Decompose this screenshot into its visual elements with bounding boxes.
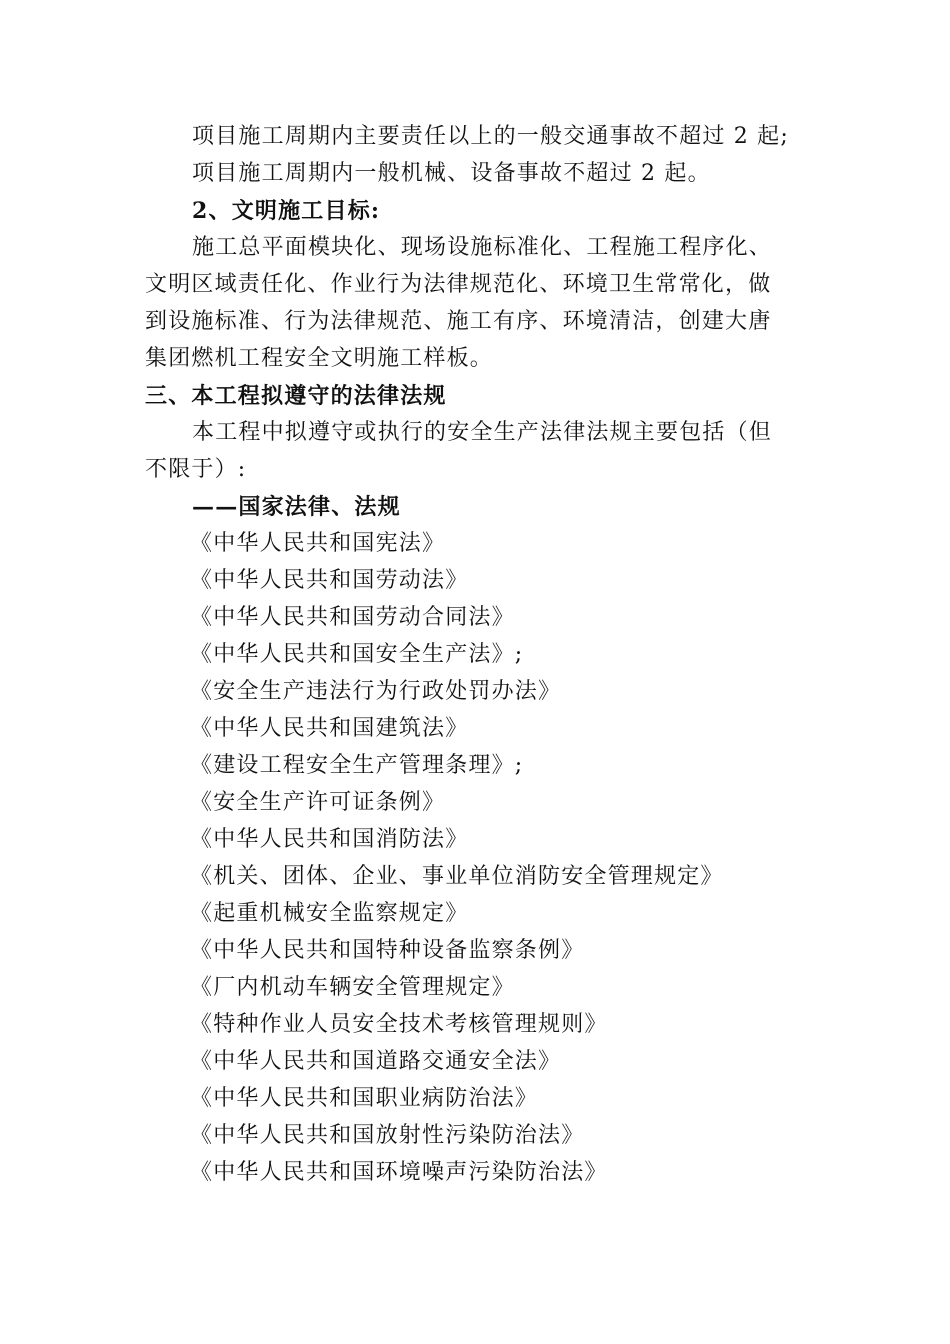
section-heading-laws: 三、本工程拟遵守的法律法规 <box>145 383 447 409</box>
paragraph-line: 本工程中拟遵守或执行的安全生产法律法规主要包括（但 <box>192 420 773 445</box>
law-list-item: 《中华人民共和国道路交通安全法》 <box>190 1049 562 1074</box>
law-list-item: 《中华人民共和国宪法》 <box>190 531 446 556</box>
law-list-item: 《机关、团体、企业、事业单位消防安全管理规定》 <box>190 864 724 889</box>
law-list-item: 《安全生产违法行为行政处罚办法》 <box>190 679 562 704</box>
law-list-item: 《中华人民共和国消防法》 <box>190 827 469 852</box>
equipment-accident-target: 项目施工周期内一般机械、设备事故不超过 2 起。 <box>192 161 711 186</box>
law-list-item: 《特种作业人员安全技术考核管理规则》 <box>190 1012 608 1037</box>
paragraph-line: 到设施标准、行为法律规范、施工有序、环境清洁，创建大唐 <box>145 309 772 334</box>
law-list-item: 《起重机械安全监察规定》 <box>190 901 469 926</box>
paragraph-line: 文明区域责任化、作业行为法律规范化、环境卫生常常化，做 <box>145 272 772 297</box>
national-laws-subheading: ——国家法律、法规 <box>192 494 401 520</box>
paragraph-line: 施工总平面模块化、现场设施标准化、工程施工程序化、 <box>192 235 773 260</box>
law-list-item: 《建设工程安全生产管理条理》; <box>190 753 524 778</box>
paragraph-line: 集团燃机工程安全文明施工样板。 <box>145 346 494 371</box>
law-list-item: 《中华人民共和国特种设备监察条例》 <box>190 938 585 963</box>
law-list-item: 《中华人民共和国建筑法》 <box>190 716 469 741</box>
law-list-item: 《中华人民共和国安全生产法》; <box>190 642 524 667</box>
law-list-item: 《中华人民共和国劳动法》 <box>190 568 469 593</box>
law-list-item: 《中华人民共和国劳动合同法》 <box>190 605 515 630</box>
law-list-item: 《中华人民共和国放射性污染防治法》 <box>190 1123 585 1148</box>
traffic-accident-target: 项目施工周期内主要责任以上的一般交通事故不超过 2 起; <box>192 124 789 149</box>
civilized-construction-heading: 2、文明施工目标: <box>192 198 381 224</box>
paragraph-line: 不限于）: <box>145 457 247 482</box>
law-list-item: 《中华人民共和国职业病防治法》 <box>190 1086 539 1111</box>
law-list-item: 《安全生产许可证条例》 <box>190 790 446 815</box>
law-list-item: 《中华人民共和国环境噪声污染防治法》 <box>190 1160 608 1185</box>
law-list-item: 《厂内机动车辆安全管理规定》 <box>190 975 515 1000</box>
